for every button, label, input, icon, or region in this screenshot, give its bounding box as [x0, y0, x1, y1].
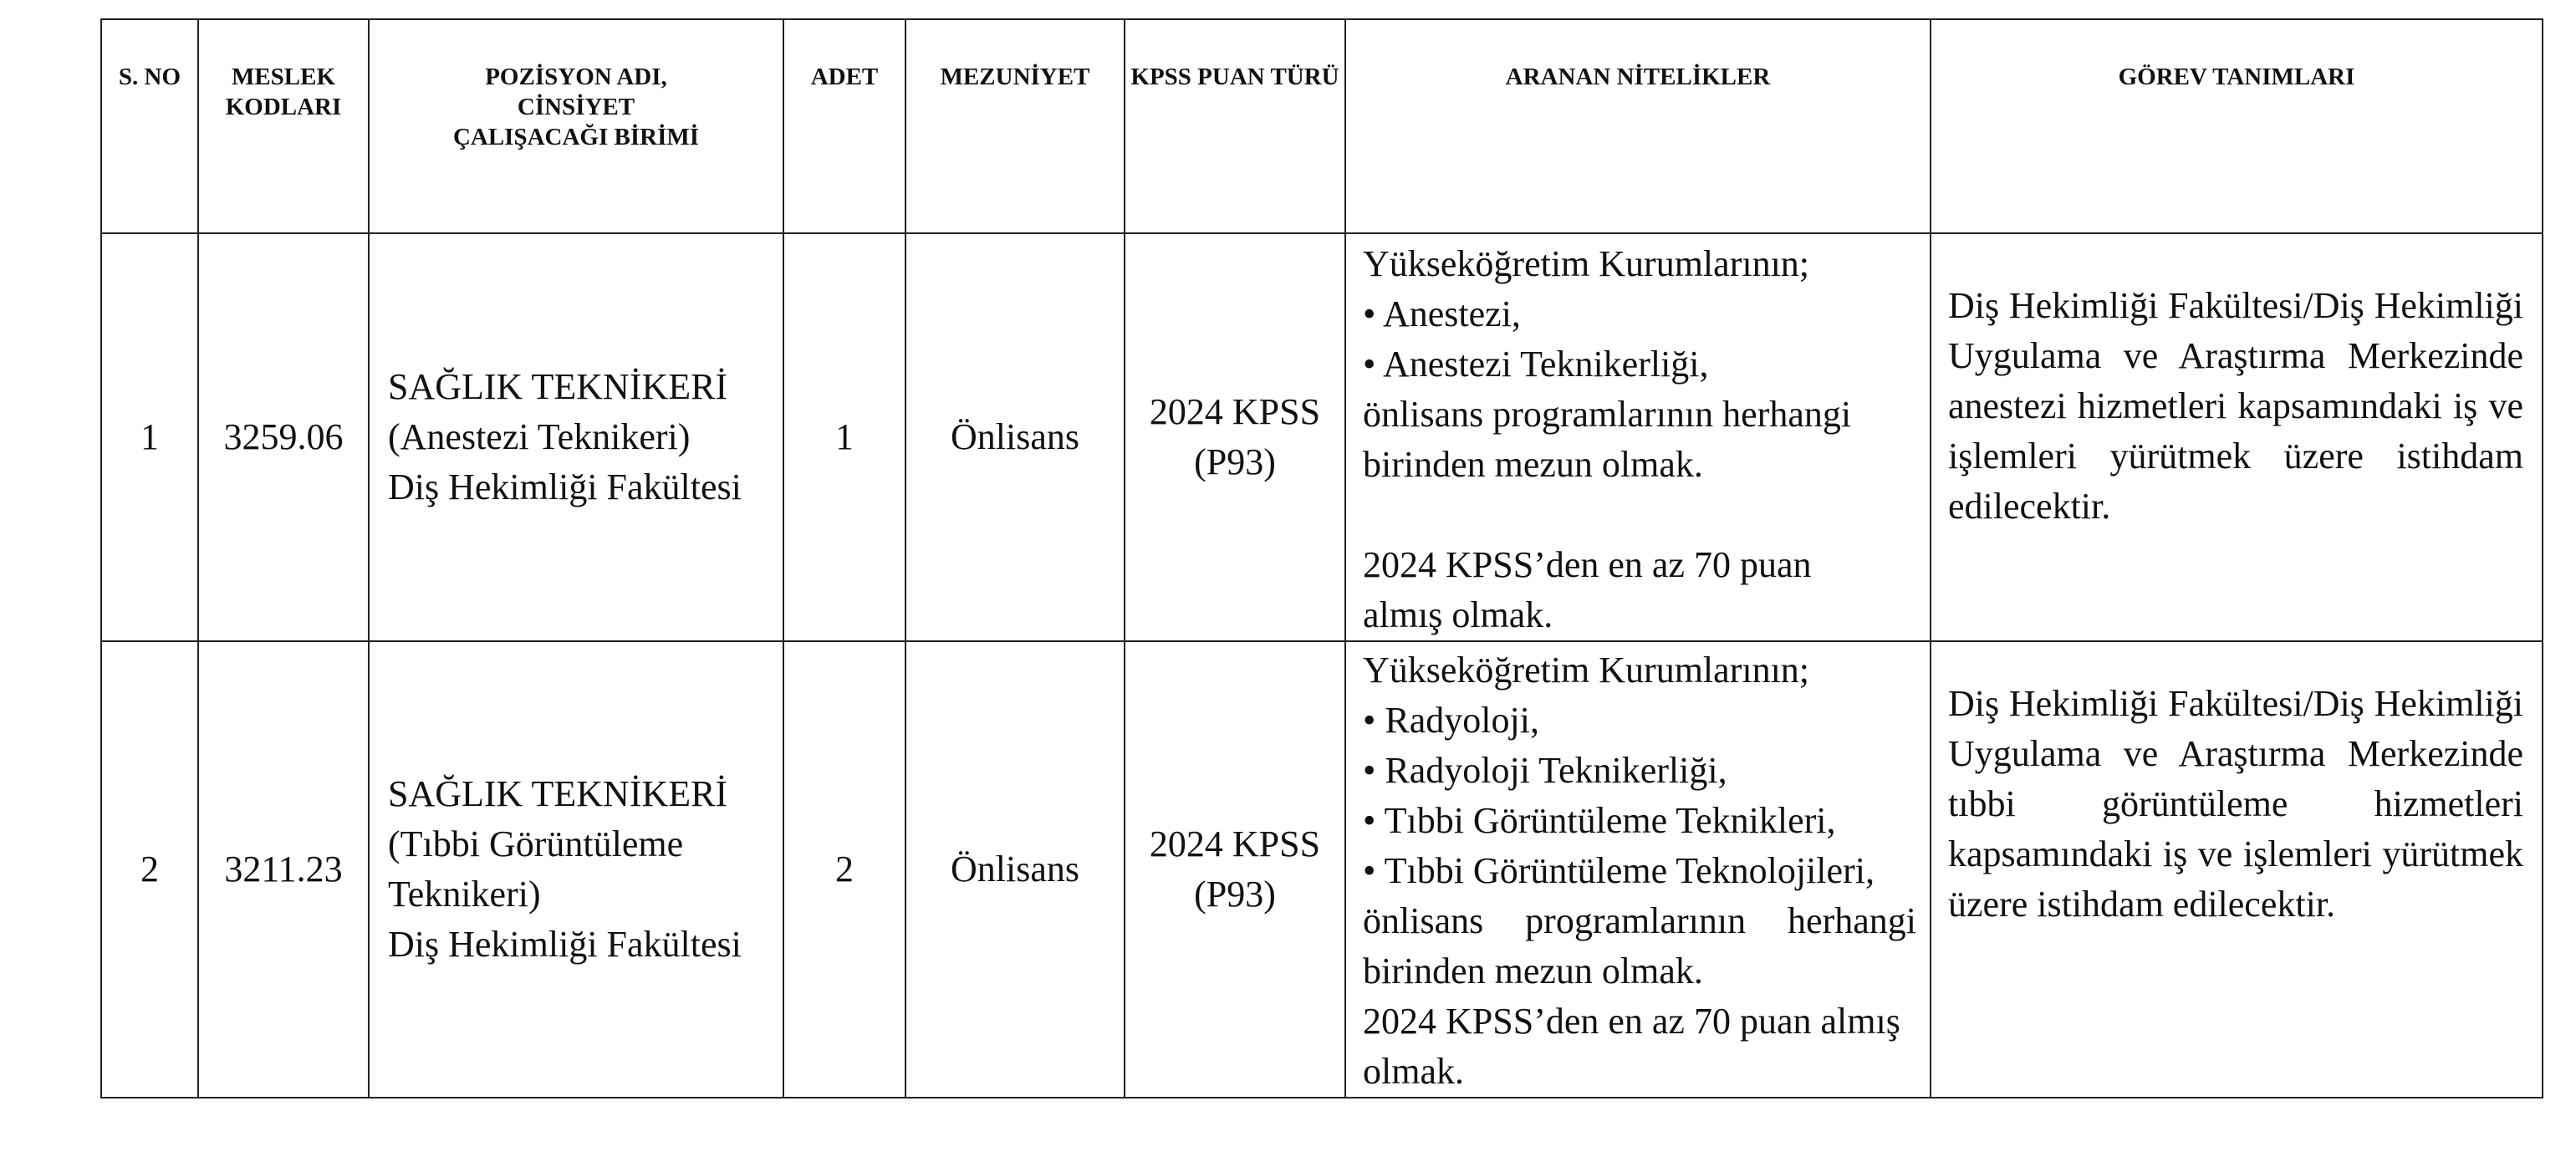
gorev-text: Diş Hekimliği Fakültesi/Diş Hekimliği Uygulama ve Araştırma Merkezinde tıbbi görüntüleme hizmetleri kapsamındaki iş ve işlemleri yürütmek üzere istihdam edilecektir.: [1948, 683, 2523, 925]
nitelik-puan-line2: olmak.: [1363, 1051, 1464, 1092]
pozisyon-sub-line2: Teknikeri): [388, 874, 541, 915]
header-meslek-kodlari: MESLEK KODLARI: [198, 19, 369, 233]
cell-meslek-kodu: 3211.23: [198, 641, 369, 1098]
nitelik-end-line1: önlisans programlarının herhangi: [1363, 900, 1916, 941]
job-postings-table: [100, 18, 2543, 1098]
nitelik-program: • Tıbbi Görüntüleme Teknikleri,: [1363, 800, 1836, 841]
pozisyon-title: SAĞLIK TEKNİKERİ: [388, 366, 728, 407]
table-row: [101, 641, 2543, 1098]
kpss-line2: (P93): [1194, 441, 1276, 482]
header-pozisyon-line2: CİNSİYET: [517, 94, 635, 120]
header-pozisyon-line3: ÇALIŞACAĞI BİRİMİ: [452, 124, 700, 150]
header-kpss: KPSS PUAN TÜRÜ: [1125, 19, 1345, 233]
kpss-line1: 2024 KPSS: [1149, 391, 1321, 432]
header-adet: ADET: [783, 19, 905, 233]
pozisyon-title: SAĞLIK TEKNİKERİ: [388, 773, 728, 814]
pozisyon-unit: Diş Hekimliği Fakültesi: [388, 466, 742, 507]
nitelik-program: • Radyoloji Teknikerliği,: [1363, 750, 1727, 791]
header-gorev: GÖREV TANIMLARI: [1931, 19, 2543, 233]
cell-sno: 2: [101, 641, 198, 1098]
nitelik-puan-line1: 2024 KPSS’den en az 70 puan almış: [1363, 1001, 1900, 1042]
nitelik-end-line2: birinden mezun olmak.: [1363, 951, 1703, 991]
kpss-line1: 2024 KPSS: [1149, 823, 1321, 864]
nitelik-intro: Yükseköğretim Kurumlarının;: [1363, 243, 1810, 284]
cell-pozisyon: [369, 233, 783, 641]
nitelik-intro: Yükseköğretim Kurumlarının;: [1363, 650, 1810, 691]
nitelik-end-line1: önlisans programlarının herhangi: [1363, 394, 1852, 435]
cell-gorev: [1931, 641, 2543, 1098]
cell-adet: 2: [783, 641, 905, 1098]
header-pozisyon-line1: POZİSYON ADI,: [485, 64, 667, 90]
cell-gorev: [1931, 233, 2543, 641]
table-header-row: [101, 19, 2543, 233]
spacer: [1363, 490, 1916, 540]
cell-nitelikler: [1345, 233, 1931, 641]
nitelik-program: • Anestezi Teknikerliği,: [1363, 344, 1709, 385]
header-nitelikler: ARANAN NİTELİKLER: [1345, 19, 1931, 233]
header-mezuniyet: MEZUNİYET: [905, 19, 1125, 233]
nitelik-program: • Tıbbi Görüntüleme Teknolojileri,: [1363, 850, 1875, 891]
cell-kpss: [1125, 233, 1345, 641]
header-sno: S. NO: [101, 19, 198, 233]
cell-adet: 1: [783, 233, 905, 641]
cell-mezuniyet: Önlisans: [905, 233, 1125, 641]
pozisyon-sub-line1: (Tıbbi Görüntüleme: [388, 823, 684, 864]
nitelik-end-line2: birinden mezun olmak.: [1363, 444, 1703, 485]
cell-sno: 1: [101, 233, 198, 641]
nitelik-puan-line2: almış olmak.: [1363, 594, 1553, 635]
header-pozisyon: [369, 19, 783, 233]
pozisyon-unit: Diş Hekimliği Fakültesi: [388, 924, 742, 965]
pozisyon-sub: (Anestezi Teknikeri): [388, 416, 691, 457]
cell-meslek-kodu: 3259.06: [198, 233, 369, 641]
cell-kpss: [1125, 641, 1345, 1098]
nitelik-program: • Anestezi,: [1363, 293, 1521, 334]
cell-pozisyon: [369, 641, 783, 1098]
cell-mezuniyet: Önlisans: [905, 641, 1125, 1098]
nitelik-puan-line1: 2024 KPSS’den en az 70 puan: [1363, 544, 1812, 585]
cell-nitelikler: [1345, 641, 1931, 1098]
nitelik-program: • Radyoloji,: [1363, 700, 1539, 741]
table-row: [101, 233, 2543, 641]
gorev-text: Diş Hekimliği Fakültesi/Diş Hekimliği Uygulama ve Araştırma Merkezinde anestezi hizmetleri kapsamındaki iş ve işlemleri yürütmek üzere istihdam edilecektir.: [1948, 285, 2523, 527]
kpss-line2: (P93): [1194, 874, 1276, 915]
